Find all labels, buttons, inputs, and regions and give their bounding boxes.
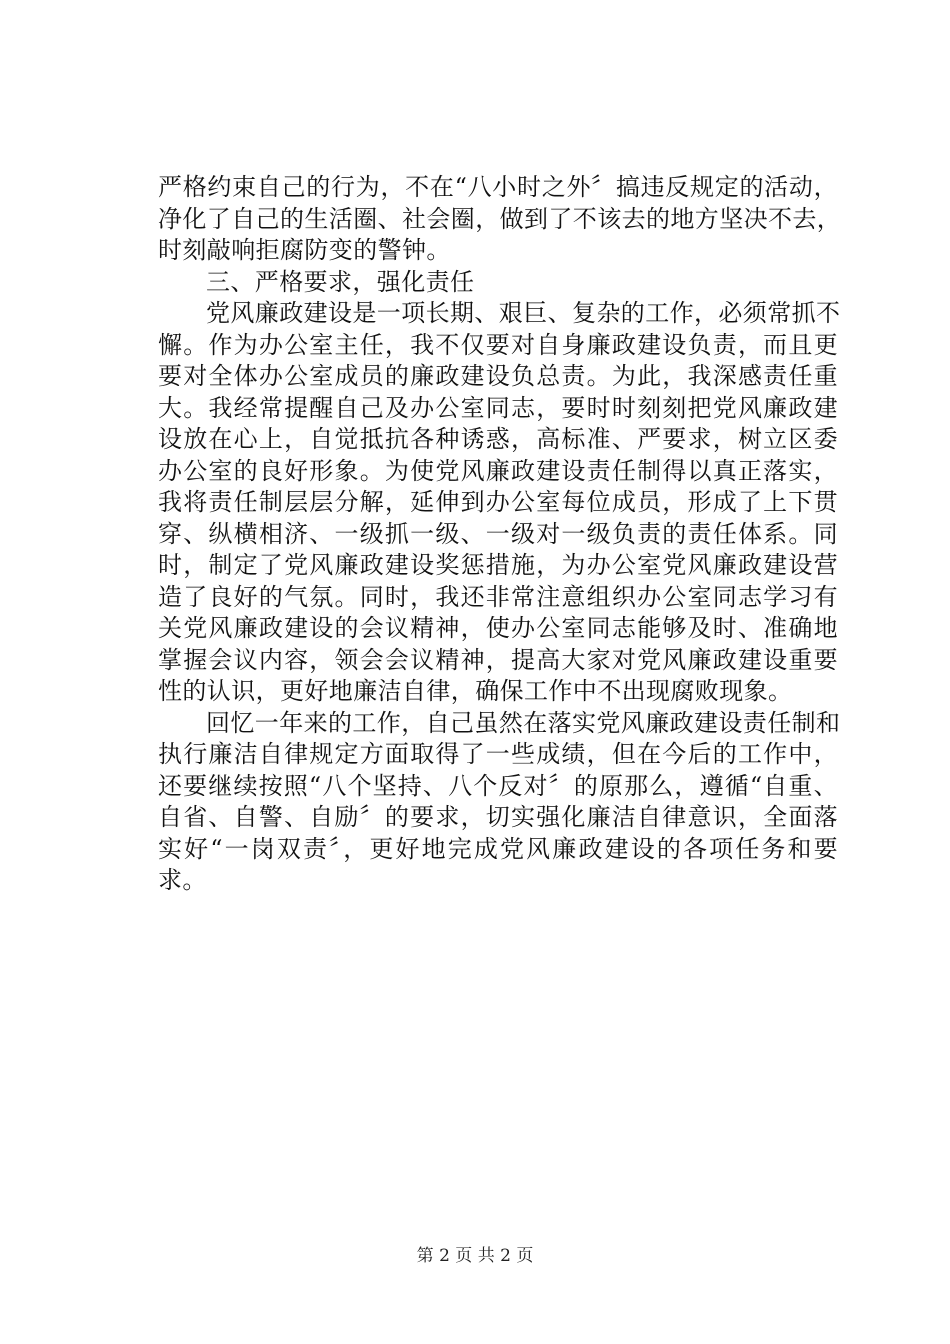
body-line: 时刻敲响拒腐防变的警钟。: [158, 236, 451, 264]
body-line: 穿、纵横相济、一级抓一级、一级对一级负责的责任体系。同: [158, 519, 838, 548]
body-line: 回忆一年来的工作，自己虽然在落实党风廉政建设责任制和: [206, 708, 841, 737]
page-number-label: 第 2 页 共 2 页: [416, 1246, 534, 1266]
body-line: 要对全体办公室成员的廉政建设负总责。为此，我深感责任重: [158, 362, 838, 390]
section-heading: 三、严格要求，强化责任: [206, 267, 475, 296]
body-line: 净化了自己的生活圈、社会圈，做到了不该去的地方坚决不去，: [158, 204, 842, 233]
document-body: [158, 172, 842, 897]
body-line: 关党风廉政建设的会议精神，使办公室同志能够及时、准确地: [158, 614, 838, 642]
body-line: 党风廉政建设是一项长期、艰巨、复杂的工作，必须常抓不: [206, 299, 841, 327]
body-line: 求。: [158, 866, 207, 894]
body-line: 办公室的良好形象。为使党风廉政建设责任制得以真正落实，: [158, 456, 838, 485]
body-line: 设放在心上，自觉抵抗各种诱惑，高标准、严要求，树立区委: [158, 425, 838, 453]
body-line: 懈。作为办公室主任，我不仅要对自身廉政建设负责，而且更: [158, 330, 838, 359]
body-line: 大。我经常提醒自己及办公室同志，要时时刻刻把党风廉政建: [158, 393, 838, 422]
body-line: 性的认识，更好地廉洁自律，确保工作中不出现腐败现象。: [158, 677, 793, 705]
body-line: 时，制定了党风廉政建设奖惩措施，为办公室党风廉政建设营: [158, 551, 838, 579]
body-line: 掌握会议内容，领会会议精神，提高大家对党风廉政建设重要: [158, 645, 838, 674]
body-line: 执行廉洁自律规定方面取得了一些成绩，但在今后的工作中，: [158, 740, 838, 768]
body-line: 造了良好的气氛。同时，我还非常注意组织办公室同志学习有: [158, 582, 838, 611]
body-line: 严格约束自己的行为，不在“八小时之外〞搞违反规定的活动，: [158, 173, 838, 201]
page-footer: [0, 1244, 950, 1268]
body-line: 自省、自警、自励〞的要求，切实强化廉洁自律意识，全面落: [158, 803, 838, 831]
body-line: 我将责任制层层分解，延伸到办公室每位成员，形成了上下贯: [158, 488, 838, 516]
body-line: 还要继续按照“八个坚持、八个反对〞的原那么，遵循“自重、: [158, 771, 838, 800]
body-line: 实好“一岗双责〞，更好地完成党风廉政建设的各项任务和要: [158, 834, 838, 863]
